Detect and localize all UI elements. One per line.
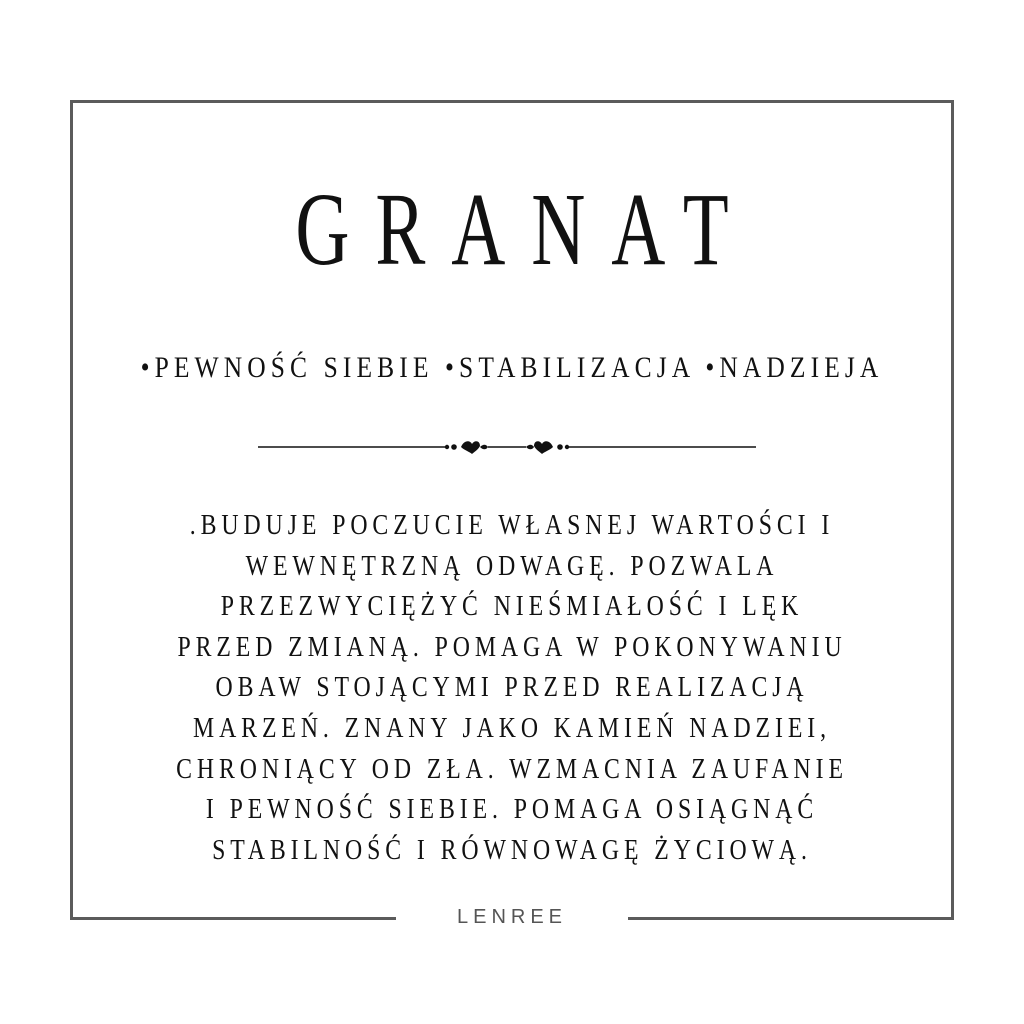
frame-bottom-left-line (70, 917, 396, 920)
stone-description: .BUDUJE POCZUCIE WŁASNEJ WARTOŚCI I WEWNĘTRZNĄ ODWAGĘ. POZWALA PRZEZWYCIĘŻYĆ NIEŚMIAŁOŚĆ I LĘK PRZED ZMIANĄ. POMAGA W POKONYWANIU OBAW STOJĄCYMI PRZED REALIZACJĄ MARZEŃ. ZNANY JAKO KAMIEŃ NADZIEI, CHRONIĄCY OD ZŁA. WZMACNIA ZAUFANIE I PEWNOŚĆ SIEBIE. POMAGA OSIĄGNĄĆ STABILNOŚĆ I RÓWNOWAGĘ ŻYCIOWĄ. (176, 509, 848, 866)
brand-name: LENREE (456, 906, 568, 928)
stone-title: GRANAT (295, 172, 755, 287)
frame-bottom-right-line (628, 917, 954, 920)
ornamental-divider-icon (258, 436, 756, 458)
keywords-line: •PEWNOŚĆ SIEBIE •STABILIZACJA •NADZIEJA (140, 351, 884, 384)
